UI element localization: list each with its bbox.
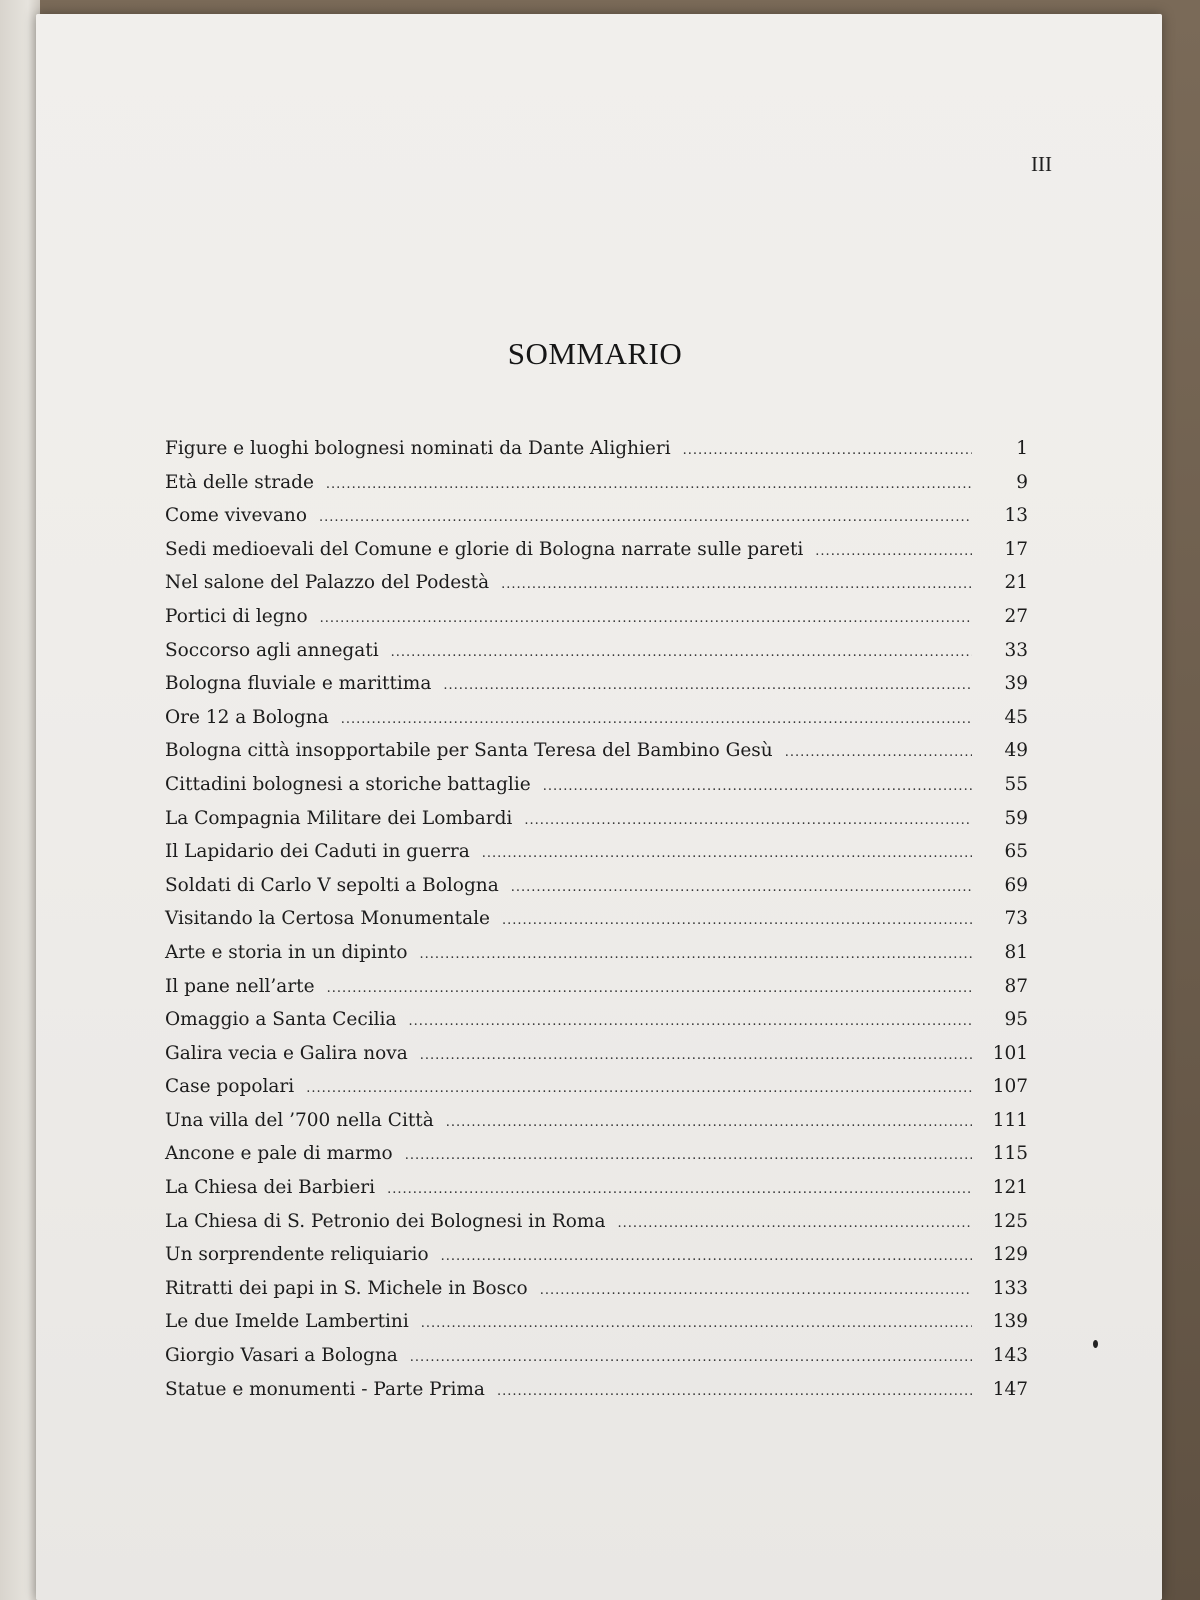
toc-entry-page: 13	[1004, 505, 1028, 527]
toc-entry	[165, 1177, 1028, 1211]
toc-entry	[165, 1244, 1028, 1278]
toc-entry-title: Le due Imelde Lambertini	[165, 1311, 409, 1333]
toc-entry-page: 33	[1004, 639, 1028, 661]
toc-entry-page: 121	[992, 1177, 1028, 1199]
toc-entry-page: 17	[1004, 538, 1028, 560]
page-title: SOMMARIO	[507, 336, 683, 371]
toc-entry-page: 147	[992, 1378, 1028, 1400]
toc-entry	[165, 1311, 1028, 1345]
toc-entry-title: Visitando la Certosa Monumentale	[165, 908, 490, 930]
toc-entry-title: Galira vecia e Galira nova	[165, 1042, 408, 1064]
toc-leader-dots	[420, 1048, 972, 1063]
toc-entry-page: 129	[992, 1244, 1028, 1266]
toc-leader-dots	[543, 779, 972, 794]
toc-entry-title: Case popolari	[165, 1076, 295, 1098]
toc-entry	[165, 976, 1028, 1010]
toc-leader-dots	[319, 510, 972, 525]
toc-entry-title: Una villa del ’700 nella Città	[165, 1109, 434, 1131]
toc-entry-page: 107	[992, 1076, 1028, 1098]
toc-entry-page: 9	[1016, 471, 1028, 493]
toc-entry	[165, 1110, 1028, 1144]
toc-entry	[165, 1345, 1028, 1379]
toc-entry-page: 69	[1004, 874, 1028, 896]
toc-entry-page: 59	[1004, 807, 1028, 829]
toc-entry-title: La Compagnia Militare dei Lombardi	[165, 807, 513, 829]
toc-entry	[165, 1043, 1028, 1077]
toc-leader-dots	[540, 1283, 972, 1298]
toc-entry-title: Nel salone del Palazzo del Podestà	[165, 572, 490, 594]
toc-leader-dots	[497, 1384, 972, 1399]
toc-leader-dots	[421, 1316, 972, 1331]
toc-entry-title: Età delle strade	[165, 471, 314, 493]
toc-entry	[165, 1009, 1028, 1043]
toc-leader-dots	[501, 577, 972, 592]
toc-entry-title: Cittadini bolognesi a storiche battaglie	[165, 773, 531, 795]
toc-entry-page: 143	[992, 1345, 1028, 1367]
toc-leader-dots	[618, 1216, 972, 1231]
toc-entry-title: La Chiesa dei Barbieri	[165, 1177, 376, 1199]
toc-entry	[165, 505, 1028, 539]
page-number: III	[1031, 152, 1052, 176]
toc-entry	[165, 1278, 1028, 1312]
toc-entry	[165, 875, 1028, 909]
toc-leader-dots	[327, 981, 972, 996]
toc-entry	[165, 740, 1028, 774]
toc-entry-title: Bologna fluviale e marittima	[165, 673, 432, 695]
toc-entry	[165, 774, 1028, 808]
toc-leader-dots	[502, 913, 972, 928]
toc-entry-title: Portici di legno	[165, 605, 308, 627]
toc-leader-dots	[405, 1148, 972, 1163]
toc-entry	[165, 1211, 1028, 1245]
table-of-contents	[165, 438, 1028, 1412]
toc-entry	[165, 640, 1028, 674]
toc-entry-page: 73	[1004, 908, 1028, 930]
toc-entry	[165, 606, 1028, 640]
toc-entry-title: Come vivevano	[165, 505, 307, 527]
toc-leader-dots	[341, 712, 972, 727]
toc-entry-page: 55	[1004, 773, 1028, 795]
ink-speck	[1093, 1340, 1098, 1348]
toc-entry-page: 21	[1004, 572, 1028, 594]
toc-entry-title: Soccorso agli annegati	[165, 639, 379, 661]
toc-leader-dots	[443, 678, 972, 693]
toc-leader-dots	[524, 813, 972, 828]
toc-leader-dots	[387, 1182, 972, 1197]
toc-entry-page: 1	[1016, 438, 1028, 459]
toc-leader-dots	[408, 1014, 972, 1029]
toc-entry-title: Sedi medioevali del Comune e glorie di Bologna narrate sulle pareti	[165, 538, 804, 560]
toc-entry-page: 81	[1004, 941, 1028, 963]
toc-entry-title: Giorgio Vasari a Bologna	[165, 1345, 398, 1367]
toc-leader-dots	[815, 544, 972, 559]
toc-leader-dots	[482, 846, 972, 861]
toc-leader-dots	[419, 947, 972, 962]
toc-entry-title: Figure e luoghi bolognesi nominati da Dante Alighieri	[165, 438, 671, 459]
toc-leader-dots	[410, 1350, 972, 1365]
toc-entry	[165, 472, 1028, 506]
toc-entry-title: Ore 12 a Bologna	[165, 706, 329, 728]
toc-entry-page: 95	[1004, 1009, 1028, 1031]
toc-leader-dots	[306, 1081, 972, 1096]
toc-entry	[165, 1076, 1028, 1110]
toc-entry	[165, 908, 1028, 942]
toc-entry-title: Omaggio a Santa Cecilia	[165, 1009, 397, 1031]
toc-entry	[165, 841, 1028, 875]
toc-entry-page: 87	[1004, 975, 1028, 997]
toc-entry-page: 65	[1004, 841, 1028, 863]
toc-entry	[165, 673, 1028, 707]
toc-entry-page: 125	[992, 1210, 1028, 1232]
toc-entry-page: 27	[1004, 605, 1028, 627]
toc-leader-dots	[785, 745, 972, 760]
toc-leader-dots	[320, 611, 972, 626]
toc-entry	[165, 707, 1028, 741]
toc-entry-title: Ancone e pale di marmo	[165, 1143, 393, 1165]
toc-entry-page: 133	[992, 1277, 1028, 1299]
toc-leader-dots	[326, 477, 972, 492]
toc-entry	[165, 438, 1028, 472]
toc-entry-title: Il Lapidario dei Caduti in guerra	[165, 841, 470, 863]
toc-entry	[165, 942, 1028, 976]
toc-entry-page: 49	[1004, 740, 1028, 762]
toc-entry-title: Statue e monumenti - Parte Prima	[165, 1378, 485, 1400]
toc-entry-page: 101	[992, 1042, 1028, 1064]
toc-entry	[165, 1379, 1028, 1413]
toc-entry-page: 45	[1004, 706, 1028, 728]
book-cover-edge	[0, 0, 40, 1600]
toc-leader-dots	[441, 1249, 972, 1264]
toc-leader-dots	[683, 443, 972, 458]
toc-entry-title: La Chiesa di S. Petronio dei Bolognesi in Roma	[165, 1210, 606, 1232]
toc-entry-page: 39	[1004, 673, 1028, 695]
toc-leader-dots	[511, 880, 972, 895]
toc-entry-page: 139	[992, 1311, 1028, 1333]
toc-entry-title: Soldati di Carlo V sepolti a Bologna	[165, 874, 499, 896]
toc-entry-page: 111	[992, 1109, 1028, 1131]
toc-entry-title: Arte e storia in un dipinto	[165, 941, 408, 963]
toc-entry-page: 115	[992, 1143, 1028, 1165]
toc-leader-dots	[446, 1115, 972, 1130]
toc-entry-title: Ritratti dei papi in S. Michele in Bosco	[165, 1277, 528, 1299]
toc-leader-dots	[391, 645, 972, 660]
toc-entry-title: Un sorprendente reliquiario	[165, 1244, 429, 1266]
toc-entry	[165, 572, 1028, 606]
toc-entry	[165, 1143, 1028, 1177]
toc-entry	[165, 808, 1028, 842]
toc-entry-title: Bologna città insopportabile per Santa Teresa del Bambino Gesù	[165, 740, 773, 762]
toc-entry-title: Il pane nell’arte	[165, 975, 315, 997]
toc-entry	[165, 539, 1028, 573]
